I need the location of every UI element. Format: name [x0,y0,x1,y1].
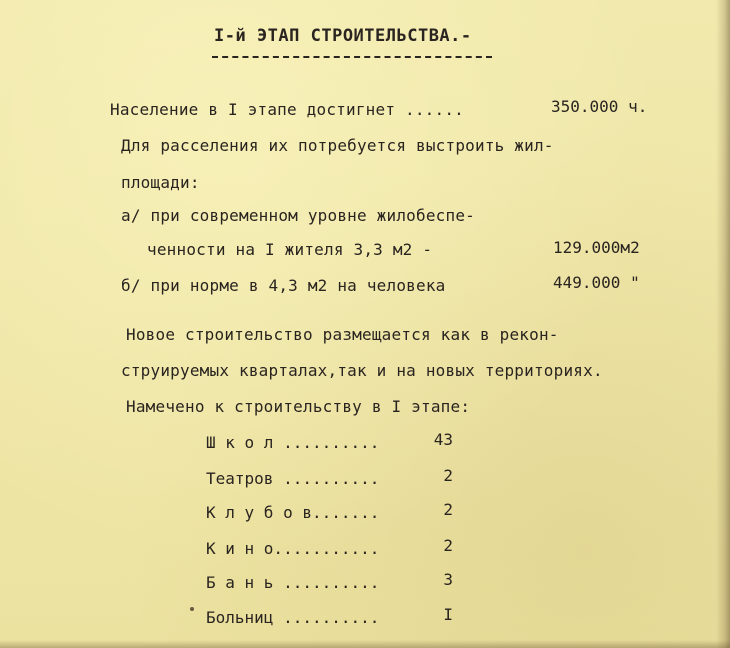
list-item-value: 3 [443,570,453,589]
list-item-name: Б а н ь .......... [206,573,380,592]
list-item-name: К и н о........... [206,539,380,558]
page-edge-shadow-bottom [0,640,730,648]
housing-option-b-line: б/ при норме в 4,3 м2 на человека [121,276,446,295]
construction-line-2: струируемых кварталах,так и на новых территориях. [121,361,603,380]
list-item-name: К л у б о в....... [206,503,380,522]
housing-line-1: Для расселения их потребуется выстроить жил- [121,136,554,155]
housing-option-b-value: 449.000 " [553,273,640,292]
population-value: 350.000 ч. [551,97,648,116]
housing-option-a-line-2: ченности на I жителя 3,3 м2 - [147,240,433,259]
construction-line-3: Намечено к строительству в I этапе: [126,397,471,416]
list-item-value: 2 [443,500,453,519]
list-item-name: Театров .......... [206,469,380,488]
construction-line-1: Новое строительство размещается как в рекон- [126,325,559,344]
list-item-value: 2 [443,466,453,485]
housing-line-2: площади: [121,173,200,192]
list-item-name: Ш к о л .......... [206,433,380,452]
list-item-value: I [443,605,453,624]
list-item-value: 2 [443,536,453,555]
ink-speck [190,607,194,611]
population-label: Население в I этапе достигнет ...... [110,100,464,119]
page-title: I-й ЭТАП СТРОИТЕЛЬСТВА.- [214,26,472,46]
page-edge-shadow [716,0,730,648]
title-underline [212,56,492,58]
housing-option-a-value: 129.000м2 [553,238,640,257]
housing-option-a-line-1: а/ при современном уровне жилобеспе- [121,206,475,225]
list-item-name: Больниц .......... [206,608,380,627]
list-item-value: 43 [433,430,453,449]
